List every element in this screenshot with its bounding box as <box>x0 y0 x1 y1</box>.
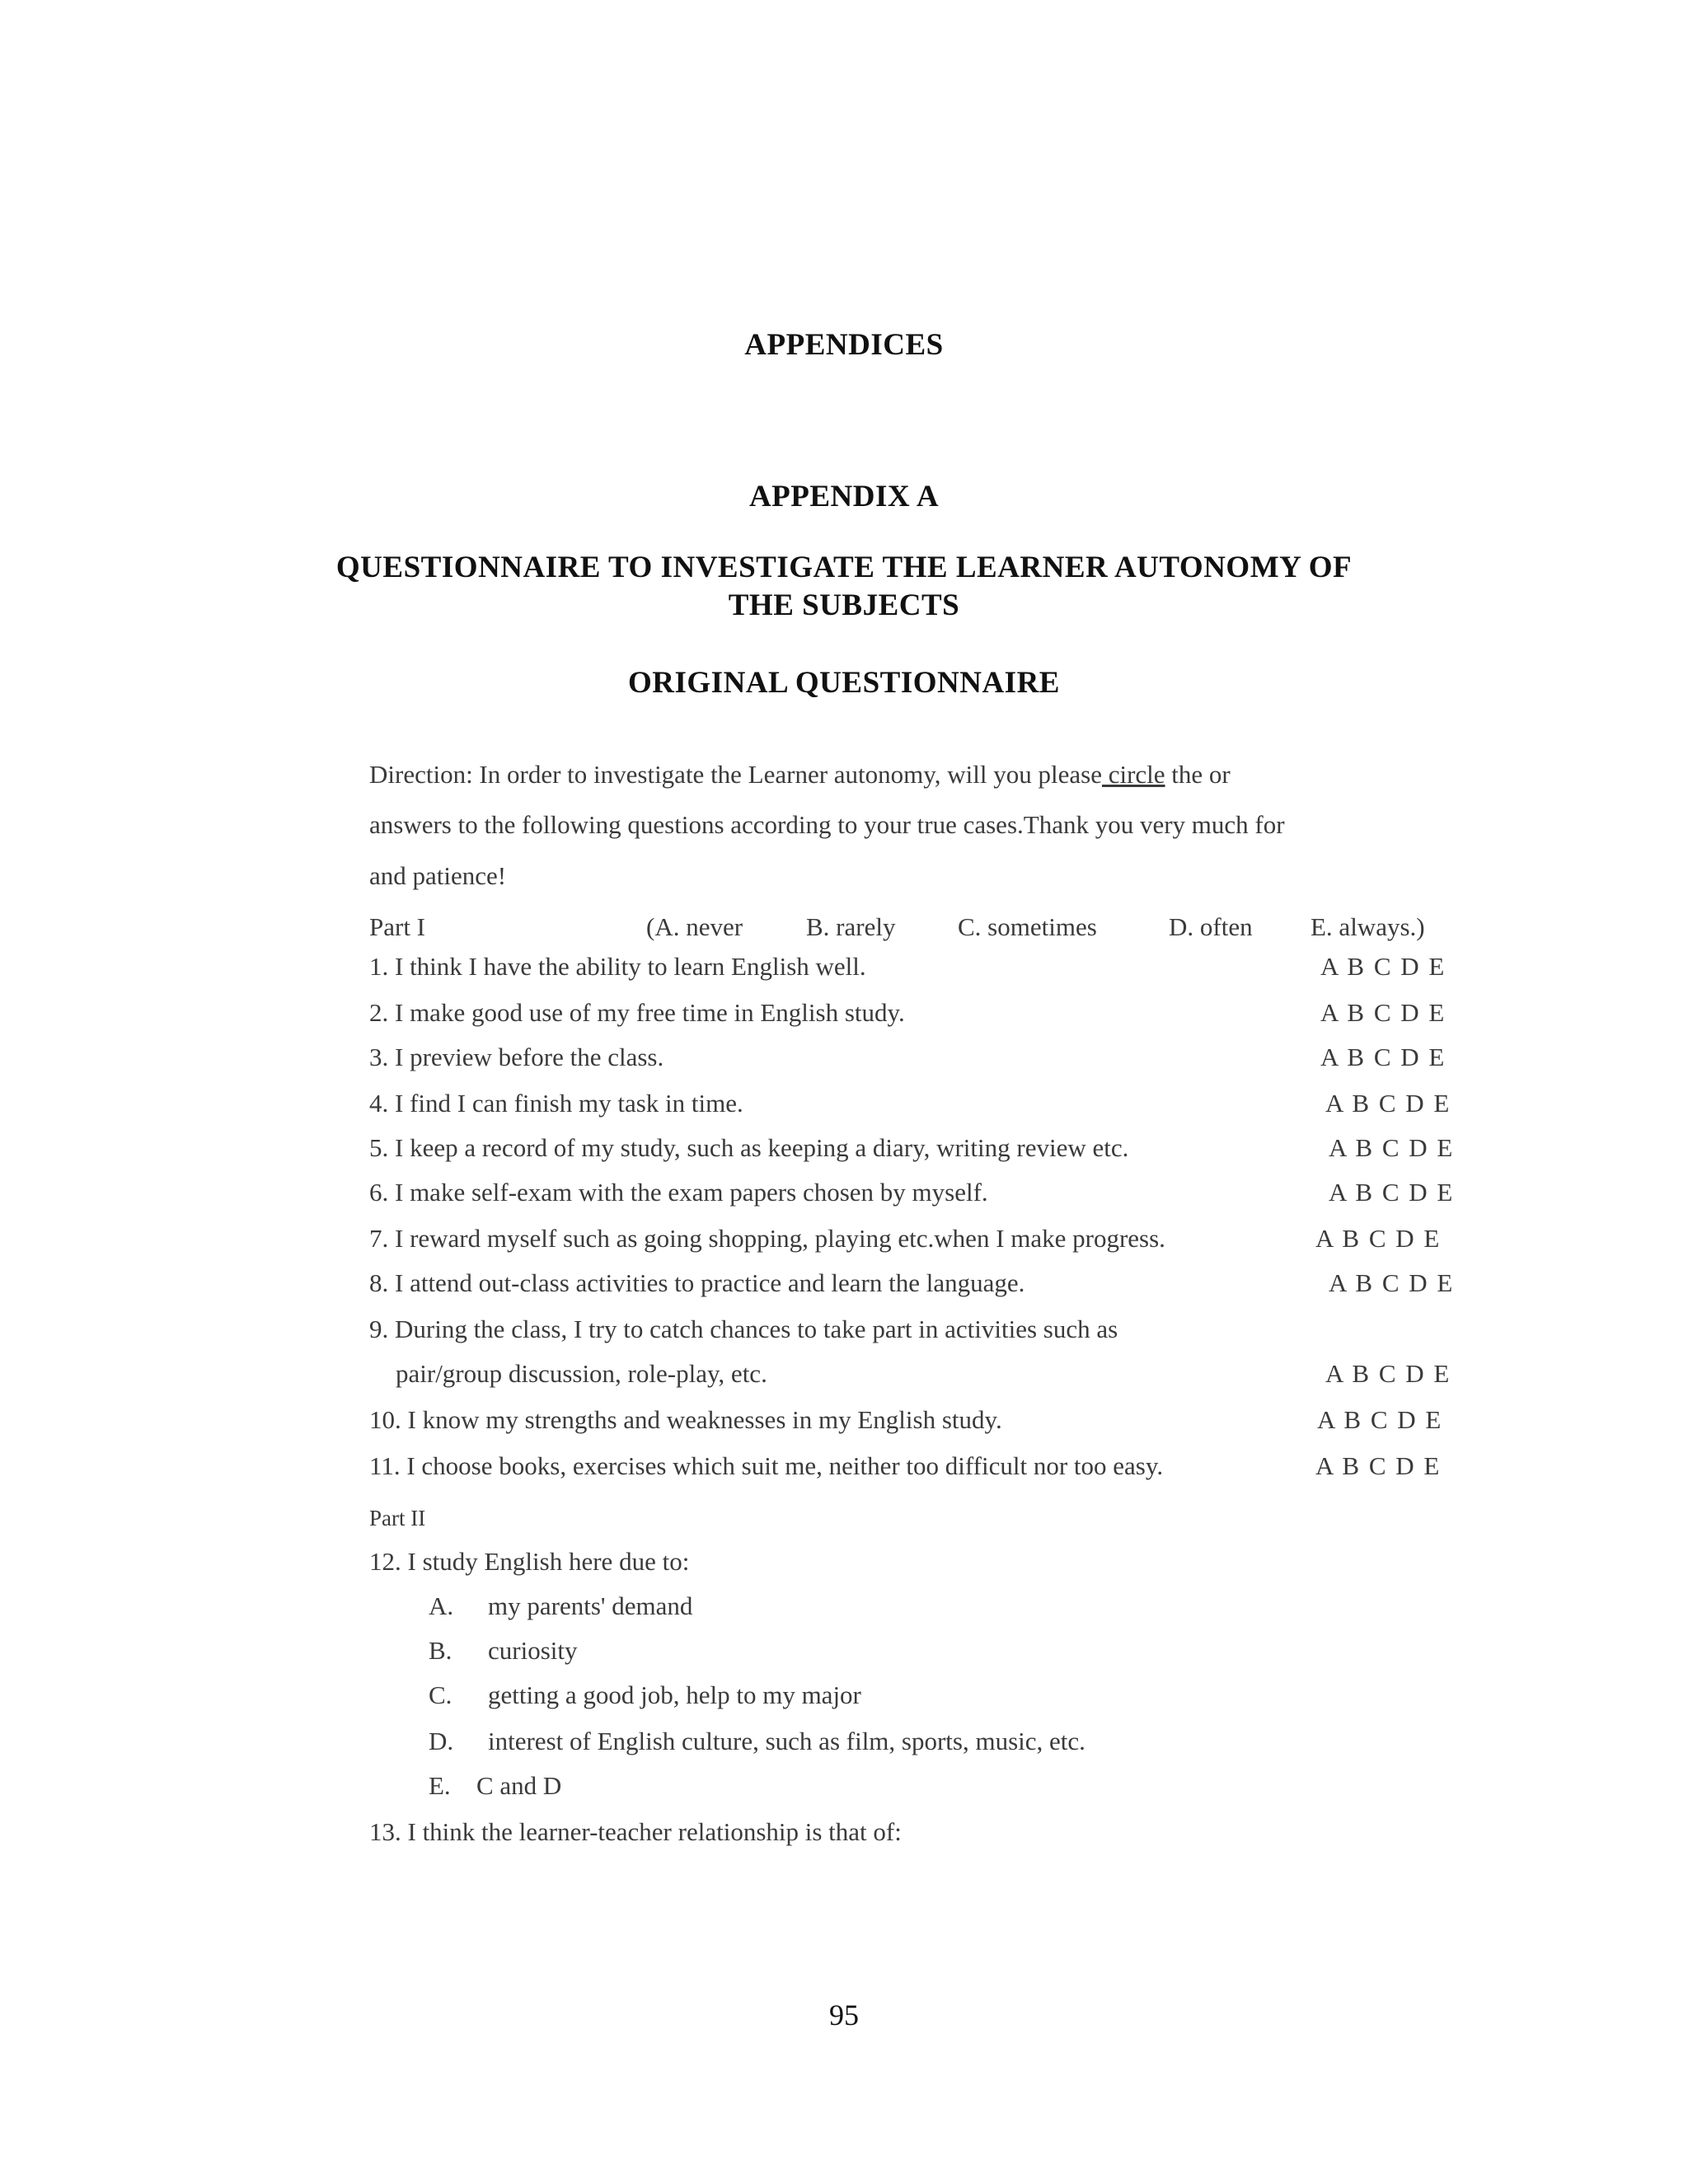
scale-never: (A. never <box>646 912 743 941</box>
scanned-questionnaire <box>369 746 1474 1883</box>
page-number: 95 <box>829 1999 859 2032</box>
answer-choices-10: A B C D E <box>1317 1405 1443 1434</box>
q12-option-b-letter: B. <box>429 1636 452 1665</box>
scale-often: D. often <box>1169 912 1253 941</box>
part2-label: Part II <box>369 1506 426 1530</box>
questionnaire-title <box>0 549 1688 625</box>
answer-choices-9: A B C D E <box>1325 1359 1451 1388</box>
original-questionnaire-heading: ORIGINAL QUESTIONNAIRE <box>628 666 1060 700</box>
part1-label: Part I <box>369 912 426 941</box>
question-12: 12. I study English here due to: <box>369 1547 690 1576</box>
direction-line-1 <box>369 760 1231 790</box>
question-3: 3. I preview before the class. <box>369 1043 664 1071</box>
appendices-heading: APPENDICES <box>744 328 944 362</box>
answer-choices-6: A B C D E <box>1329 1178 1455 1207</box>
scale-sometimes: C. sometimes <box>958 912 1097 941</box>
question-9-continued: pair/group discussion, role-play, etc. <box>396 1359 767 1388</box>
appendix-a-heading: APPENDIX A <box>748 480 940 513</box>
question-9: 9. During the class, I try to catch chances to take part in activities such as <box>369 1315 1118 1343</box>
question-6: 6. I make self-exam with the exam papers chosen by myself. <box>369 1178 988 1207</box>
q12-option-e-letter: E. <box>429 1771 451 1800</box>
question-13: 13. I think the learner-teacher relationship is that of: <box>369 1817 902 1846</box>
scale-always: E. always.) <box>1311 912 1425 941</box>
answer-choices-8: A B C D E <box>1329 1268 1455 1297</box>
question-8: 8. I attend out-class activities to practice and learn the language. <box>369 1268 1025 1297</box>
q12-option-a-letter: A. <box>429 1591 454 1620</box>
answer-choices-11: A B C D E <box>1315 1451 1442 1480</box>
question-5: 5. I keep a record of my study, such as keeping a diary, writing review etc. <box>369 1133 1129 1162</box>
direction-text: Direction: In order to investigate the Learner autonomy, will you please <box>369 760 1102 789</box>
q12-option-d-letter: D. <box>429 1727 454 1755</box>
q12-option-c-text: getting a good job, help to my major <box>488 1680 861 1709</box>
answer-choices-2: A B C D E <box>1320 998 1447 1027</box>
question-11: 11. I choose books, exercises which suit me, neither too difficult nor too easy. <box>369 1451 1164 1480</box>
answer-choices-1: A B C D E <box>1320 952 1447 981</box>
direction-line-2: answers to the following questions according to your true cases.Thank you very much for <box>369 810 1285 839</box>
q12-option-d-text: interest of English culture, such as film, sports, music, etc. <box>488 1727 1085 1755</box>
q12-option-c-letter: C. <box>429 1680 452 1709</box>
question-2: 2. I make good use of my free time in English study. <box>369 998 905 1027</box>
answer-choices-4: A B C D E <box>1325 1089 1451 1118</box>
question-1: 1. I think I have the ability to learn English well. <box>369 952 866 981</box>
q12-option-e-text: C and D <box>476 1771 562 1800</box>
question-10: 10. I know my strengths and weaknesses in my English study. <box>369 1405 1002 1434</box>
q12-option-a-text: my parents' demand <box>488 1591 693 1620</box>
answer-choices-5: A B C D E <box>1329 1133 1455 1162</box>
question-7: 7. I reward myself such as going shopping, playing etc.when I make progress. <box>369 1224 1165 1253</box>
direction-text-end: the or <box>1165 760 1231 789</box>
questionnaire-title-line1: QUESTIONNAIRE TO INVESTIGATE THE LEARNER AUTONOMY OF <box>335 551 1353 584</box>
question-4: 4. I find I can finish my task in time. <box>369 1089 743 1118</box>
q12-option-b-text: curiosity <box>488 1636 578 1665</box>
questionnaire-title-line2: THE SUBJECTS <box>728 588 960 622</box>
circle-word: circle <box>1101 760 1165 789</box>
answer-choices-3: A B C D E <box>1320 1043 1447 1071</box>
answer-choices-7: A B C D E <box>1315 1224 1442 1253</box>
scale-rarely: B. rarely <box>806 912 896 941</box>
direction-line-3: and patience! <box>369 861 507 890</box>
